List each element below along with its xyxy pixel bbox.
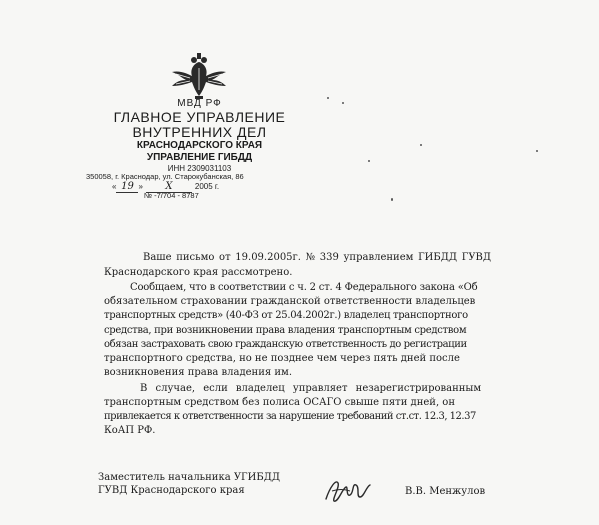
date-month: X <box>146 181 192 193</box>
signer-position-line1: Заместитель начальника УГИБДД <box>98 472 281 483</box>
letterhead-inn: ИНН 2309031103 <box>167 164 232 173</box>
scan-speck <box>420 144 422 146</box>
letterhead-department: УПРАВЛЕНИЕ ГИБДД <box>146 152 253 163</box>
signer-position-line2: ГУВД Краснодарского края <box>98 485 245 496</box>
date-year: 2005 г. <box>194 182 220 191</box>
letterhead-title-line2: ВНУТРЕННИХ ДЕЛ <box>132 124 267 140</box>
letterhead-title-line1: ГЛАВНОЕ УПРАВЛЕНИЕ <box>113 109 286 125</box>
body-line: Сообщаем, что в соответствии с ч. 2 ст. 4 Федерального закона «Об <box>130 282 478 293</box>
letterhead-outgoing-number: № -7/704 - 8787 <box>144 191 199 200</box>
scan-speck <box>536 150 538 152</box>
body-line: привлекается к ответственности за нарушение требований ст.ст. 12.3, 12.37 <box>104 411 476 422</box>
body-line: КоАП РФ. <box>104 425 156 436</box>
body-line: В случае, если владелец управляет незарегистрированным <box>140 383 482 394</box>
body-line: обязательном страховании гражданской ответственности владельцев <box>104 296 476 307</box>
body-line: средства, при возникновении права владения транспортным средством <box>104 325 467 336</box>
body-line: возникновения права владения им. <box>104 367 292 378</box>
body-line: транспортного средства, но не позднее чем через пять дней после <box>104 353 460 364</box>
scan-speck <box>327 97 329 99</box>
handwritten-signature <box>322 473 374 507</box>
eagle-emblem-icon <box>168 52 230 100</box>
date-quote-close: » <box>138 182 143 191</box>
body-line: транспортных средств» (40-ФЗ от 25.04.2002г.) владелец транспортного <box>104 310 468 321</box>
body-line: Ваше письмо от 19.09.2005г. № 339 управлением ГИБДД ГУВД <box>143 252 492 263</box>
date-day: 19 <box>116 181 138 193</box>
date-quote-open: « <box>112 182 117 191</box>
letterhead-org: МВД РФ <box>177 98 222 109</box>
body-line: обязан застраховать свою гражданскую ответственность до регистрации <box>104 339 467 350</box>
signer-name: В.В. Менжулов <box>405 486 486 497</box>
scan-speck <box>368 160 370 162</box>
signer-position <box>98 471 280 497</box>
body-line: транспортным средством без полиса ОСАГО свыше пяти дней, он <box>104 397 455 408</box>
scan-speck <box>342 102 344 104</box>
scan-speck <box>391 198 393 201</box>
body-line: Краснодарского края рассмотрено. <box>104 267 293 278</box>
letterhead-address: 350058, г. Краснодар, ул. Старокубанская, 86 <box>86 172 244 181</box>
letterhead-region: КРАСНОДАРСКОГО КРАЯ <box>136 140 263 151</box>
